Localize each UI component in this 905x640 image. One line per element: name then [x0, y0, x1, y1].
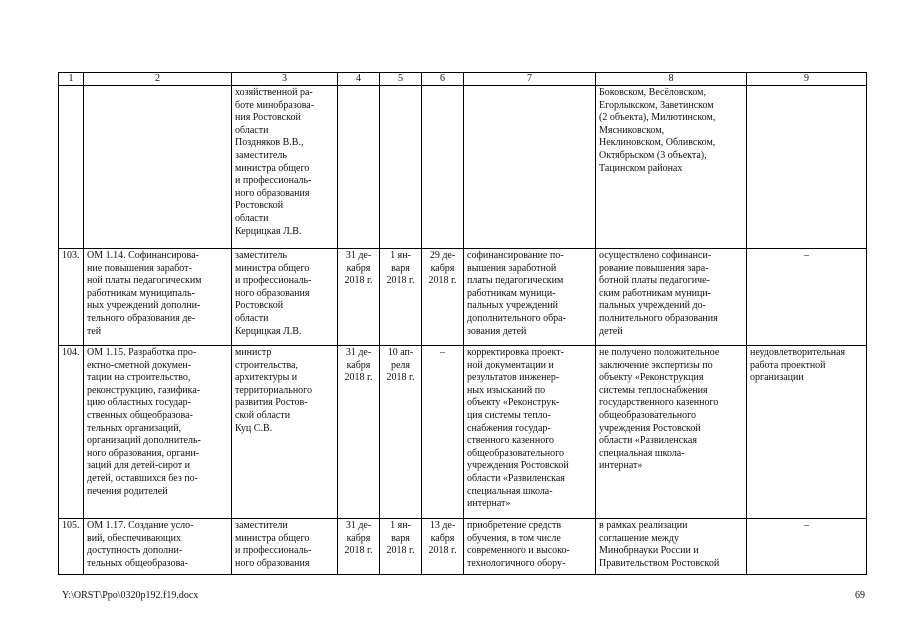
event-name: ОМ 1.15. Разработка про- ектно-сметной докумен- тации на строительство, реконструкцию, газифика- цию областных государ- ственных общеобразова- тельных организаций, организаций дополнитель- ного образования, органи- заций для детей-сирот и детей, оставшихся без по- печения родителей [84, 346, 232, 519]
col-header-9: 9 [747, 73, 867, 86]
end-date: 13 де- кабря 2018 г. [422, 519, 464, 575]
expected-result: приобретение средств обучения, в том числе современного и высоко- технологичного обору- [464, 519, 596, 575]
page-number: 69 [855, 590, 865, 601]
col-header-2: 2 [84, 73, 232, 86]
report-table [58, 72, 867, 575]
end-date: 29 де- кабря 2018 г. [422, 249, 464, 346]
column-number-row [59, 73, 867, 86]
responsible: заместитель министра общего и профессиональ- ного образования Ростовской области Керцицкая Л.В. [232, 249, 338, 346]
plan-date: 31 де- кабря 2018 г. [338, 249, 380, 346]
event-name: ОМ 1.14. Софинансирова- ние повышения заработ- ной платы педагогическим работникам муниципаль- ных учреждений дополни- тельного образования де- тей [84, 249, 232, 346]
problems: – [747, 249, 867, 346]
expected-result [464, 86, 596, 249]
problems: – [747, 519, 867, 575]
start-date: 1 ян- варя 2018 г. [380, 519, 422, 575]
table-row [59, 519, 867, 575]
end-date [422, 86, 464, 249]
table-row [59, 346, 867, 519]
table-row [59, 249, 867, 346]
problems [747, 86, 867, 249]
col-header-6: 6 [422, 73, 464, 86]
col-header-4: 4 [338, 73, 380, 86]
actual-result: не получено положительное заключение экспертизы по объекту «Реконструкция системы теплоснабжения государственного казенного общеобразовательного учреждения Ростовской области «Развиленская специальная школа- интернат» [596, 346, 747, 519]
row-number: 104. [59, 346, 84, 519]
end-date: – [422, 346, 464, 519]
actual-result: осуществлено софинанси- рование повышения зара- ботной платы педагогиче- ским работникам муници- пальных учреждений до- полнительного образования детей [596, 249, 747, 346]
event-name [84, 86, 232, 249]
actual-result: в рамках реализации соглашение между Минобрнауки России и Правительством Ростовской [596, 519, 747, 575]
row-number [59, 86, 84, 249]
col-header-8: 8 [596, 73, 747, 86]
col-header-5: 5 [380, 73, 422, 86]
plan-date: 31 де- кабря 2018 г. [338, 346, 380, 519]
start-date: 1 ян- варя 2018 г. [380, 249, 422, 346]
responsible: министр строительства, архитектуры и территориального развития Ростов- ской области Куц С.В. [232, 346, 338, 519]
plan-date: 31 де- кабря 2018 г. [338, 519, 380, 575]
expected-result: софинансирование по- вышения заработной платы педагогическим работникам муници- пальных учреждений дополнительного обра- зования детей [464, 249, 596, 346]
expected-result: корректировка проект- ной документации и результатов инженер- ных изысканий по объекту «Реконструк- ция системы тепло- снабжения государ- ственного казенного общеобразовательного учреждения Ростовской области «Развиленская специальная школа- интернат» [464, 346, 596, 519]
col-header-3: 3 [232, 73, 338, 86]
file-path: Y:\ORST\Ppo\0320p192.f19.docx [62, 590, 199, 601]
col-header-7: 7 [464, 73, 596, 86]
start-date: 10 ап- реля 2018 г. [380, 346, 422, 519]
responsible: заместители министра общего и профессиональ- ного образования [232, 519, 338, 575]
responsible: хозяйственной ра- боте минобразова- ния Ростовской области Поздняков В.В., заместитель министра общего и профессиональ- ного образования Ростовской области Керцицкая Л.В. [232, 86, 338, 249]
row-number: 105. [59, 519, 84, 575]
actual-result: Боковском, Весёловском, Егорлыкском, Заветинском (2 объекта), Милютинском, Мясниковском, Неклиновском, Обливском, Октябрьском (3 объекта), Тацинском районах [596, 86, 747, 249]
row-number: 103. [59, 249, 84, 346]
problems: неудовлетворительная работа проектной организации [747, 346, 867, 519]
col-header-1: 1 [59, 73, 84, 86]
plan-date [338, 86, 380, 249]
start-date [380, 86, 422, 249]
event-name: ОМ 1.17. Создание усло- вий, обеспечивающих доступность дополни- тельных общеобразова- [84, 519, 232, 575]
table-row [59, 86, 867, 249]
